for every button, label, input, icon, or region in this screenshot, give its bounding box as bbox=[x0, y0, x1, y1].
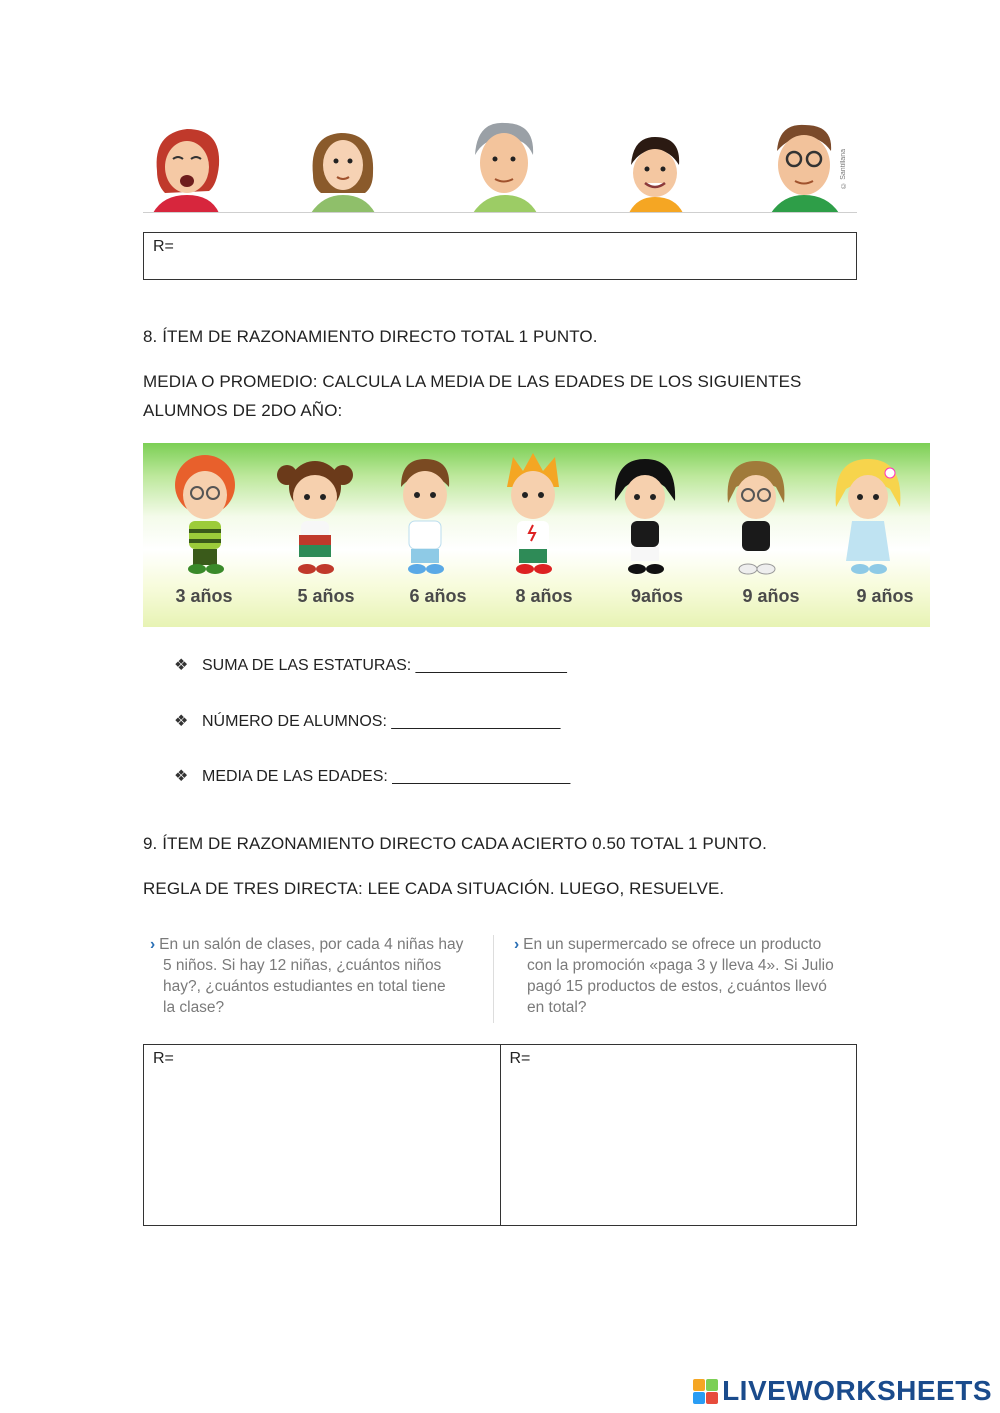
age-label-1: 3 años bbox=[175, 586, 233, 606]
bullet-sum bbox=[174, 655, 567, 675]
age-label-4: 8 años bbox=[515, 586, 573, 606]
problem-1-line: hay?, ¿cuántos estudiantes en total tiene bbox=[163, 978, 446, 995]
kid-7 bbox=[818, 451, 918, 583]
faces-svg bbox=[143, 115, 857, 215]
problem-2-line: con la promoción «paga 3 y lleva 4». Si Julio bbox=[527, 957, 834, 974]
face-boy-dark-hair bbox=[629, 137, 683, 213]
problems-divider bbox=[493, 935, 494, 1023]
answer-label: R= bbox=[153, 1050, 174, 1067]
logo-mark-icon bbox=[693, 1379, 718, 1404]
chevron-right-icon: › bbox=[150, 936, 156, 953]
answer-table bbox=[143, 1044, 857, 1226]
face-woman-red-hair bbox=[153, 129, 219, 213]
problem-2-line: en total? bbox=[527, 999, 587, 1016]
bullet-count bbox=[174, 711, 560, 731]
kid-2 bbox=[265, 451, 365, 583]
problem-1 bbox=[150, 934, 480, 1018]
chevron-right-icon: › bbox=[514, 936, 520, 953]
bullet-mean bbox=[174, 766, 570, 786]
answer-box-right[interactable] bbox=[501, 1044, 858, 1226]
answer-label: R= bbox=[153, 238, 174, 255]
bullet-text: NÚMERO DE ALUMNOS: ___________________ bbox=[202, 713, 561, 730]
problem-1-line: En un salón de clases, por cada 4 niñas hay bbox=[159, 936, 464, 953]
answer-box-left[interactable] bbox=[143, 1044, 501, 1226]
kids-ages-banner bbox=[143, 443, 930, 627]
problem-1-line: la clase? bbox=[163, 999, 225, 1016]
kid-5 bbox=[595, 451, 695, 583]
logo-text: LIVEWORKSHEETS bbox=[722, 1375, 992, 1406]
age-label-6: 9 años bbox=[742, 586, 800, 606]
item8-instruction-line2: ALUMNOS DE 2DO AÑO: bbox=[143, 401, 343, 420]
problem-2 bbox=[514, 934, 854, 1018]
diamond-bullet-icon: ❖ bbox=[174, 713, 189, 730]
answer-box-top[interactable] bbox=[143, 232, 857, 280]
face-woman-brown-hair bbox=[311, 133, 375, 213]
bullet-text: SUMA DE LAS ESTATURAS: _________________ bbox=[202, 657, 567, 674]
item9-instruction: REGLA DE TRES DIRECTA: LEE CADA SITUACIÓN. LUEGO, RESUELVE. bbox=[143, 879, 725, 898]
age-label-7: 9 años bbox=[856, 586, 914, 606]
problem-1-line: 5 niños. Si hay 12 niñas, ¿cuántos niños bbox=[163, 957, 442, 974]
liveworksheets-logo bbox=[693, 1375, 992, 1407]
diamond-bullet-icon: ❖ bbox=[174, 657, 189, 674]
item8-instruction-line1: MEDIA O PROMEDIO: CALCULA LA MEDIA DE LAS EDADES DE LOS SIGUIENTES bbox=[143, 372, 802, 391]
bullet-text: MEDIA DE LAS EDADES: ____________________ bbox=[202, 768, 571, 785]
face-man-glasses bbox=[771, 125, 839, 213]
age-label-3: 6 años bbox=[409, 586, 467, 606]
item8-title: 8. ÍTEM DE RAZONAMIENTO DIRECTO TOTAL 1 PUNTO. bbox=[143, 327, 598, 346]
age-label-2: 5 años bbox=[297, 586, 355, 606]
answer-label: R= bbox=[509, 1050, 531, 1067]
kid-1 bbox=[155, 451, 255, 583]
problem-2-line: En un supermercado se ofrece un producto bbox=[523, 936, 822, 953]
kid-6 bbox=[706, 451, 806, 583]
diamond-bullet-icon: ❖ bbox=[174, 768, 189, 785]
copyright-note: © Santillana bbox=[840, 149, 847, 189]
item9-title: 9. ÍTEM DE RAZONAMIENTO DIRECTO CADA ACIERTO 0.50 TOTAL 1 PUNTO. bbox=[143, 834, 767, 853]
kid-4 bbox=[483, 451, 583, 583]
age-label-5: 9años bbox=[630, 586, 684, 606]
family-faces-illustration bbox=[143, 115, 857, 215]
face-man-gray-hair bbox=[473, 123, 537, 213]
kid-3 bbox=[375, 451, 475, 583]
problem-2-line: pagó 15 productos de estos, ¿cuántos llevó bbox=[527, 978, 827, 995]
heads-baseline bbox=[143, 212, 857, 213]
